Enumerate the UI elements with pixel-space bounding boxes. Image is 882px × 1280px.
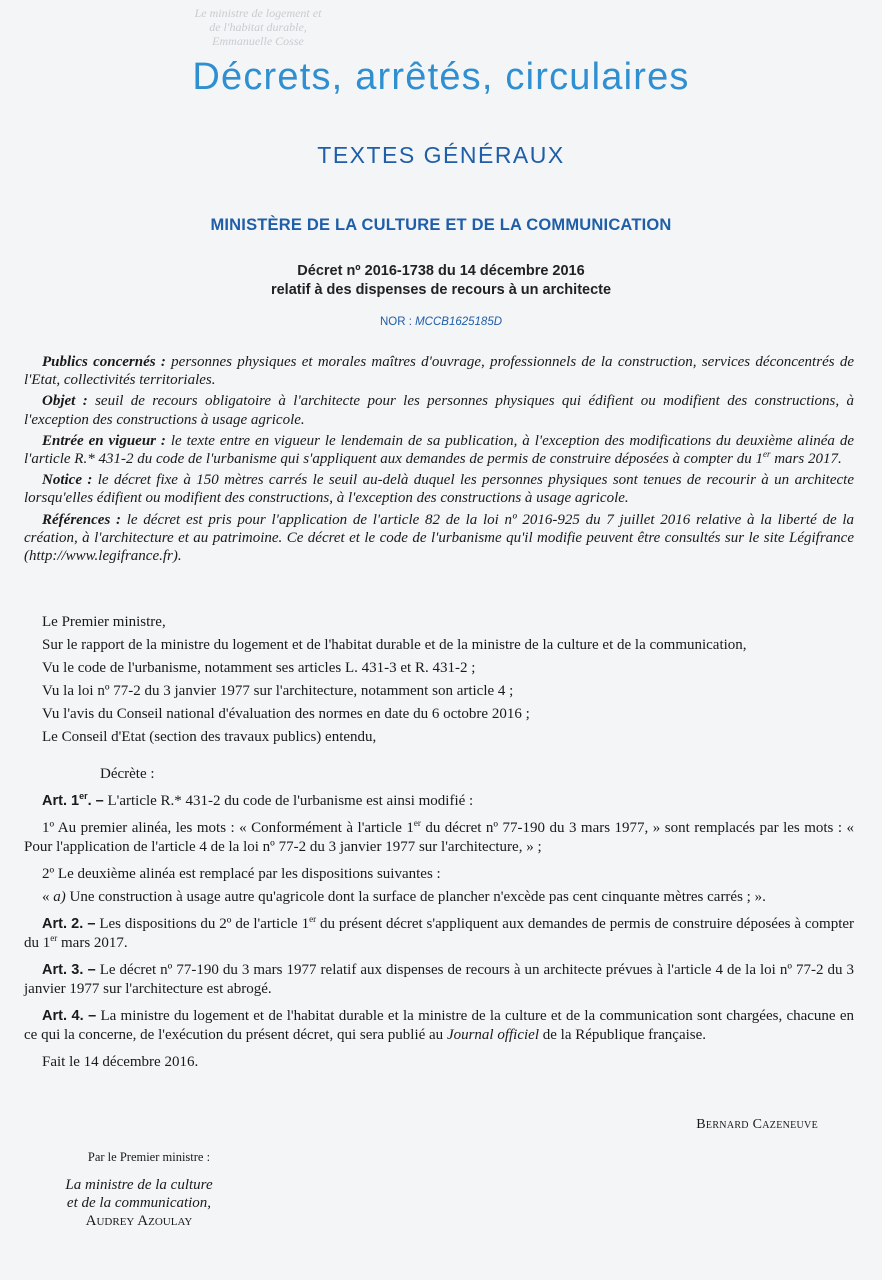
decree-body xyxy=(24,613,854,1076)
art4-label: Art. 4. – xyxy=(42,1008,97,1024)
preamble-p4: Vu la loi nº 77-2 du 3 janvier 1977 sur l'architecture, notamment son article 4 ; xyxy=(42,683,514,699)
entree-text: le texte entre en vigueur le lendemain de sa publication, à l'exception des modifications du deuxième alinéa de l'article R.* 431-2 du code de l'urbanisme qui s'appliquent aux demandes de permis de construire déposées à compter du 1 xyxy=(24,432,855,468)
preamble-p1: Le Premier ministre, xyxy=(42,614,166,630)
article-1 xyxy=(24,792,854,811)
preamble-p6: Le Conseil d'Etat (section des travaux publics) entendu, xyxy=(42,729,377,745)
countersign-role-2: et de la communication, xyxy=(66,1195,212,1211)
entree-label: Entrée en vigueur : xyxy=(42,432,166,449)
article-3: Art. 3. – Le décret nº 77-190 du 3 mars 1977 relatif aux dispenses de recours à un architecte prévues à l'article 4 de la loi nº 77-2 du 3 janvier 1977 sur l'architecture est abrogé. xyxy=(24,962,854,997)
art2-label: Art. 2. – xyxy=(42,916,96,932)
notice-label: Notice : xyxy=(42,472,93,489)
article-1-item-1: 1º Au premier alinéa, les mots : « Conformément à l'article 1er du décret nº 77-190 du 3 mars 1977, » sont remplacés par les mots : « Pour l'application de l'article 4 de la loi nº 77-2 du 3 janvier 1977 sur l'architecture, » ; xyxy=(24,818,855,855)
decree-heading xyxy=(0,262,882,300)
abstract-publics xyxy=(24,353,854,389)
abstract-entree xyxy=(24,432,854,468)
art1-text: L'article R.* 431-2 du code de l'urbanisme est ainsi modifié : xyxy=(103,793,474,809)
bleed-through-text: Le ministre de logement et de l'habitat durable, Emmanuelle Cosse xyxy=(194,6,322,48)
signatory-name: Bernard Cazeneuve xyxy=(696,1117,818,1132)
nor-code: MCCB1625185D xyxy=(415,316,503,328)
article-2: Art. 2. – Les dispositions du 2º de l'article 1er du présent décret s'appliquent aux demandes de permis de construire déposées à compter du 1er mars 2017. xyxy=(24,914,855,951)
countersign-by: Par le Premier ministre : xyxy=(87,1150,211,1164)
nor-label: NOR : xyxy=(379,316,416,328)
abstract-objet xyxy=(24,392,854,428)
objet-text: seuil de recours obligatoire à l'architecte pour les personnes physiques qui édifient ou modifient des constructions, à l'exception des constructions à usage agricole. xyxy=(24,393,855,428)
objet-label: Objet : xyxy=(42,393,88,410)
main-title: Décrets, arrêtés, circulaires xyxy=(192,56,690,98)
countersign-role-1: La ministre de la culture xyxy=(65,1177,213,1193)
countersign-name: Audrey Azoulay xyxy=(85,1213,193,1229)
references-label: Références : xyxy=(42,511,122,528)
ministry-heading: MINISTÈRE DE LA CULTURE ET DE LA COMMUNICATION xyxy=(210,216,672,234)
preamble-p3: Vu le code de l'urbanisme, notamment ses articles L. 431-3 et R. 431-2 ; xyxy=(42,660,476,676)
art3-label: Art. 3. – xyxy=(42,962,96,978)
article-1-item-2: 2º Le deuxième alinéa est remplacé par les dispositions suivantes : xyxy=(42,866,441,882)
entree-sup: er xyxy=(762,449,771,460)
preamble-p5: Vu l'avis du Conseil national d'évaluation des normes en date du 6 octobre 2016 ; xyxy=(42,706,530,722)
abstract-notice xyxy=(24,471,854,507)
art1-label: Art. 1er. – xyxy=(42,791,104,809)
decree-subtitle: relatif à des dispenses de recours à un architecte xyxy=(270,282,612,298)
references-text: le décret est pris pour l'application de l'article 82 de la loi nº 2016-925 du 7 juillet 2016 relative à la liberté de la création, à l'architecture et au patrimoine. Ce décret et le code de l'urbanisme qu'il modifie peuvent être consultés sur le site Légifrance (http://www.legifrance.fr). xyxy=(24,511,854,565)
notice-text: le décret fixe à 150 mètres carrés le seuil au-delà duquel les personnes physiques sont tenues de recourir à un architecte lorsqu'elles édifient ou modifient des constructions, à l'exception des constructions à usage agricole. xyxy=(24,472,854,507)
publics-text: personnes physiques et morales maîtres d'ouvrage, professionnels de la construction, services déconcentrés de l'Etat, collectivités territoriales. xyxy=(24,354,854,389)
countersignature xyxy=(24,1148,254,1230)
article-4: Art. 4. – La ministre du logement et de l'habitat durable et la ministre de la culture et de la communication sont chargées, chacune en ce qui la concerne, de l'exécution du présent décret, qui sera publié au Journal officiel de la République française. xyxy=(24,1008,855,1043)
abstract-references xyxy=(24,511,854,566)
abstract xyxy=(24,353,854,568)
nor-reference xyxy=(0,316,882,328)
article-1-item-2-text: « a) Une construction à usage autre qu'agricole dont la surface de plancher n'excède pas cent cinquante mètres carrés ; ». xyxy=(42,889,766,905)
done-date: Fait le 14 décembre 2016. xyxy=(42,1054,199,1070)
decree-title: Décret nº 2016-1738 du 14 décembre 2016 xyxy=(297,263,585,279)
publics-label: Publics concernés : xyxy=(42,354,166,370)
decrete: Décrète : xyxy=(100,766,155,782)
entree-end: mars 2017. xyxy=(770,451,842,468)
section-title: TEXTES GÉNÉRAUX xyxy=(317,142,565,168)
preamble-p2: Sur le rapport de la ministre du logement et de l'habitat durable et de la ministre de la culture et de la communication, xyxy=(42,637,747,653)
